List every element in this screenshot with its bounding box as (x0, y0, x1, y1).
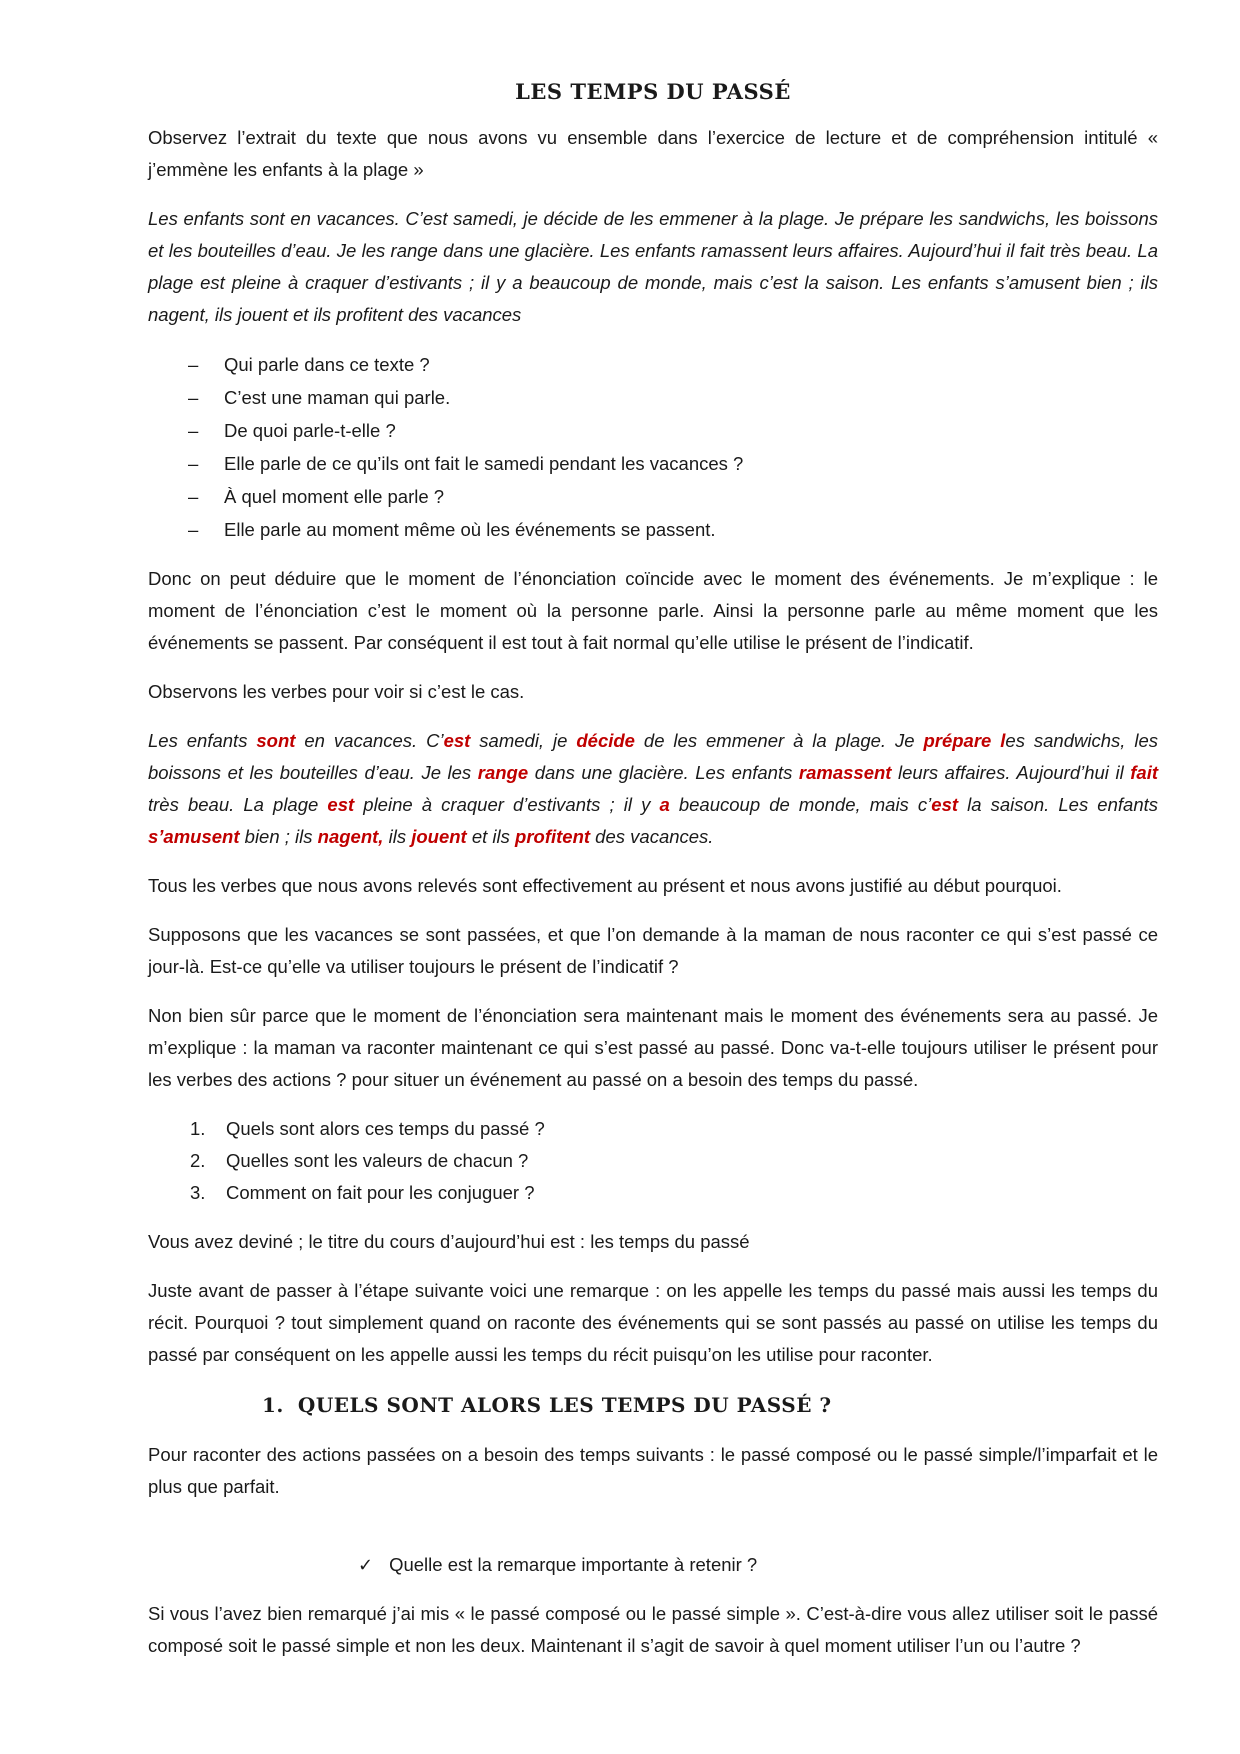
highlighted-verb: sont (256, 730, 296, 751)
si-paragraph: Si vous l’avez bien remarqué j’ai mis « le passé composé ou le passé simple ». C’est-à-dire vous allez utiliser soit le passé composé soit le passé simple et non les deux. Maintenant il s’agit de savoir à quel moment utiliser l’un ou l’autre ? (148, 1603, 1158, 1656)
list-item: 2. Quelles sont les valeurs de chacun ? (190, 1150, 529, 1171)
excerpt-paragraph: Les enfants sont en vacances. C’est samedi, je décide de les emmener à la plage. Je prépare les sandwichs, les boissons et les bouteilles d’eau. Je les range dans une glacière. Les enfants ramassent leurs affaires. Aujourd’hui il fait très beau. La plage est pleine à craquer d’estivants ; il y a beaucoup de monde, mais c’est la saison. Les enfants s’amusent bien ; ils nagent, ils jouent et ils profitent des vacances (148, 208, 1158, 325)
tous-paragraph: Tous les verbes que nous avons relevés sont effectivement au présent et nous avons justifié au début pourquoi. (148, 875, 1062, 896)
list-item: – Elle parle de ce qu’ils ont fait le samedi pendant les vacances ? (188, 447, 1158, 480)
intro-paragraph: Observez l’extrait du texte que nous avons vu ensemble dans l’exercice de lecture et de compréhension intitulé « j’emmène les enfants à la plage » (148, 127, 1158, 180)
donc-paragraph: Donc on peut déduire que le moment de l’énonciation coïncide avec le moment des événements. Je m’explique : le moment de l’énonciation c’est le moment où la personne parle. Ainsi la personne parle au même moment que les événements se passent. Par conséquent il est tout à fait normal qu’elle utilise le présent de l’indicatif. (148, 568, 1158, 653)
pour-paragraph: Pour raconter des actions passées on a besoin des temps suivants : le passé composé ou le passé simple/l’imparfait et le plus que parfait. (148, 1444, 1158, 1497)
highlighted-verb: jouent (411, 826, 467, 847)
list-item: – De quoi parle-t-elle ? (188, 414, 1158, 447)
dash-bullet: – (188, 453, 199, 474)
remark-line: ✓ Quelle est la remarque importante à retenir ? (358, 1549, 1158, 1581)
highlighted-verb: a (659, 794, 670, 815)
highlighted-verb: décide (576, 730, 635, 751)
page-title: LES TEMPS DU PASSÉ (515, 79, 791, 104)
dash-bullet: – (188, 420, 199, 441)
list-item: – À quel moment elle parle ? (188, 480, 1158, 513)
highlighted-verb: est (931, 794, 959, 815)
highlighted-verb: prépare l (923, 730, 1006, 751)
section-heading: 1. QUELS SONT ALORS LES TEMPS DU PASSÉ ? (262, 1393, 832, 1417)
check-icon: ✓ (358, 1555, 374, 1575)
list-item: 3. Comment on fait pour les conjuguer ? (190, 1182, 535, 1203)
dialogue-list (148, 348, 1158, 546)
document-page (148, 76, 1158, 1679)
highlighted-verb: ramassent (798, 762, 892, 783)
highlighted-verb: profitent (515, 826, 591, 847)
highlighted-verb: est (327, 794, 355, 815)
highlighted-verb: est (443, 730, 471, 751)
dash-bullet: – (188, 519, 199, 540)
dash-bullet: – (188, 387, 199, 408)
list-item: – Elle parle au moment même où les événements se passent. (188, 513, 1158, 546)
highlighted-verb: s’amusent (148, 826, 240, 847)
supposons-paragraph: Supposons que les vacances se sont passées, et que l’on demande à la maman de nous raconter ce qui s’est passé ce jour-là. Est-ce qu’elle va utiliser toujours le présent de l’indicatif ? (148, 924, 1158, 977)
list-item: – Qui parle dans ce texte ? (188, 348, 1158, 381)
devine-paragraph: Vous avez deviné ; le titre du cours d’aujourd’hui est : les temps du passé (148, 1231, 750, 1252)
highlighted-verb: range (477, 762, 529, 783)
juste-paragraph: Juste avant de passer à l’étape suivante voici une remarque : on les appelle les temps du passé mais aussi les temps du récit. Pourquoi ? tout simplement quand on raconte des événements qui se sont passés au passé on utilise les temps du passé par conséquent on les appelle aussi les temps du récit puisqu’on les utilise pour raconter. (148, 1280, 1158, 1365)
highlighted-excerpt: Les enfants sont en vacances. C’est samedi, je décide de les emmener à la plage. Je prépare les sandwichs, les boissons et les bouteilles d’eau. Je les range dans une glacière. Les enfants ramassent leurs affaires. Aujourd’hui il fait très beau. La plage est pleine à craquer d’estivants ; il y a beaucoup de monde, mais c’est la saison. Les enfants s’amusent bien ; ils nagent, ils jouent et ils profitent des vacances. (148, 730, 1158, 847)
highlighted-verb: nagent, (317, 826, 384, 847)
list-item: – C’est une maman qui parle. (188, 381, 1158, 414)
non-paragraph: Non bien sûr parce que le moment de l’énonciation sera maintenant mais le moment des événements sera au passé. Je m’explique : la maman va raconter maintenant ce qui s’est passé au passé. Donc va-t-elle toujours utiliser le présent pour les verbes des actions ? pour situer un événement au passé on a besoin des temps du passé. (148, 1005, 1158, 1090)
observons-paragraph: Observons les verbes pour voir si c’est le cas. (148, 681, 525, 702)
dash-bullet: – (188, 486, 199, 507)
dash-bullet: – (188, 354, 199, 375)
highlighted-verb: fait (1130, 762, 1158, 783)
questions-list (148, 1113, 1158, 1209)
list-item: 1. Quels sont alors ces temps du passé ? (190, 1118, 545, 1139)
